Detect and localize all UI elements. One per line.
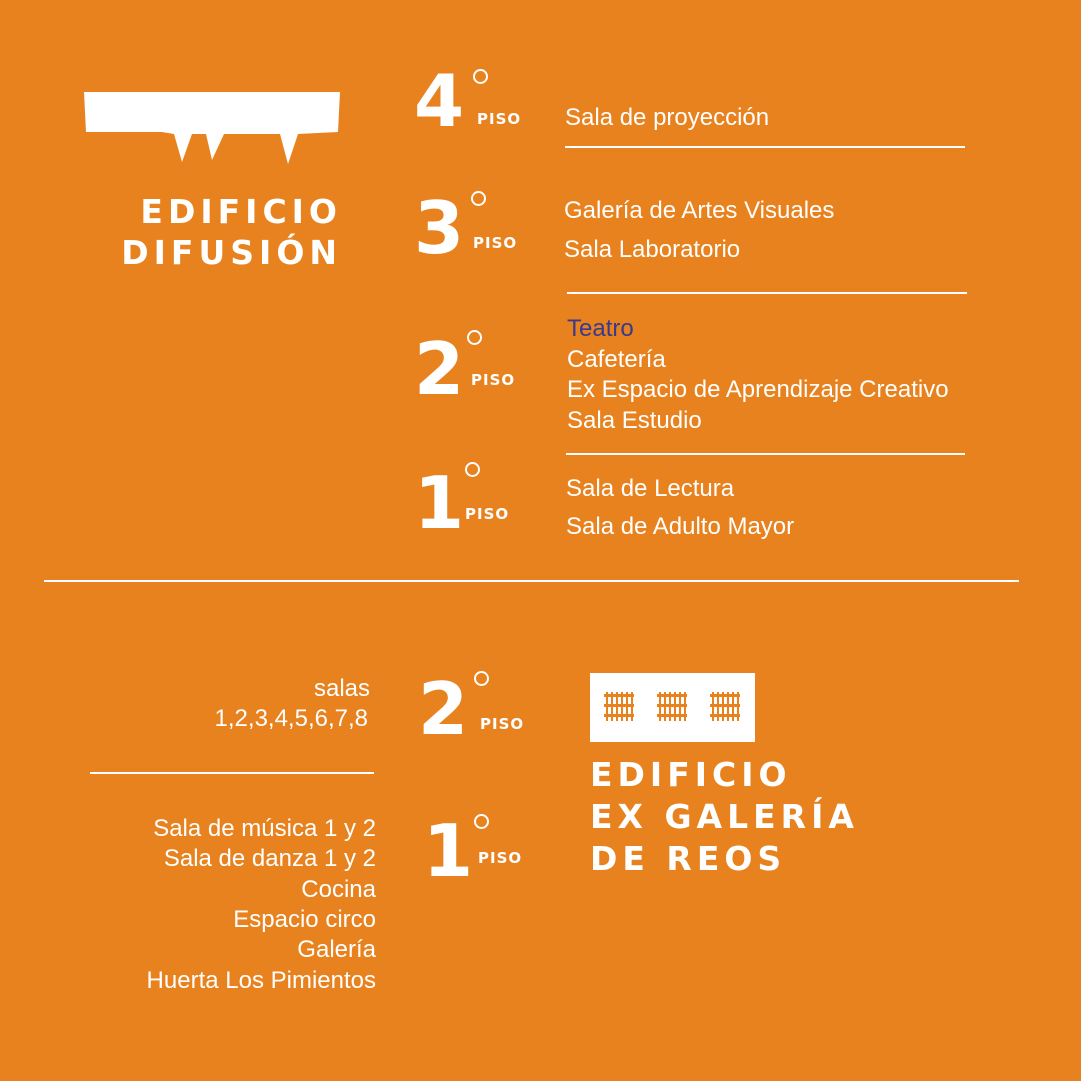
room-item: Espacio circo	[233, 906, 376, 933]
room-item: Sala Laboratorio	[564, 236, 741, 263]
degree-icon	[467, 330, 482, 345]
room-item: Sala de danza 1 y 2	[163, 845, 376, 872]
floor-number: 4	[414, 59, 465, 143]
divider	[565, 146, 965, 148]
room-item: salas	[313, 675, 370, 702]
building-title-line: EDIFICIO	[140, 192, 342, 231]
room-item: Galería	[297, 936, 376, 963]
floor-number: 1	[423, 809, 474, 893]
building-title-galeria	[590, 754, 859, 880]
degree-icon	[474, 814, 489, 829]
floor-label: PISO	[471, 371, 516, 389]
degree-icon	[471, 191, 486, 206]
building-title-line: EDIFICIO	[590, 755, 792, 794]
floor-label: PISO	[477, 110, 522, 128]
room-item: Sala de proyección	[565, 104, 770, 131]
building-title-line: DIFUSIÓN	[121, 233, 342, 272]
building-title-difusion	[121, 191, 342, 273]
room-item: Galería de Artes Visuales	[564, 197, 835, 224]
difusion-building-logo-icon	[84, 92, 340, 164]
room-item: Cocina	[301, 876, 376, 903]
divider	[566, 453, 965, 455]
room-item: Sala Estudio	[567, 407, 702, 434]
floor-number: 2	[418, 667, 469, 751]
room-item: Cafetería	[567, 346, 666, 373]
degree-icon	[474, 671, 489, 686]
floor-label: PISO	[465, 505, 510, 523]
section-divider	[44, 580, 1019, 582]
divider	[567, 292, 967, 294]
room-item: Sala de Lectura	[566, 475, 735, 502]
degree-icon	[473, 69, 488, 84]
floor-number: 3	[414, 186, 465, 270]
room-item: Sala de Adulto Mayor	[566, 513, 795, 540]
room-item: Teatro	[567, 315, 634, 342]
floor-number: 1	[414, 461, 465, 545]
floor-label: PISO	[480, 715, 525, 733]
building-title-line: EX GALERÍA	[590, 797, 859, 836]
floor-label: PISO	[478, 849, 523, 867]
galeria-building-logo-icon	[590, 673, 755, 742]
floor-number: 2	[414, 327, 465, 411]
room-item: Sala de música 1 y 2	[153, 815, 376, 842]
building-title-line: DE REOS	[590, 839, 787, 878]
room-item: Ex Espacio de Aprendizaje Creativo	[567, 376, 949, 403]
divider	[90, 772, 374, 774]
floor-label: PISO	[473, 234, 518, 252]
degree-icon	[465, 462, 480, 477]
room-item: 1,2,3,4,5,6,7,8	[214, 705, 368, 732]
room-item: Huerta Los Pimientos	[146, 967, 376, 994]
